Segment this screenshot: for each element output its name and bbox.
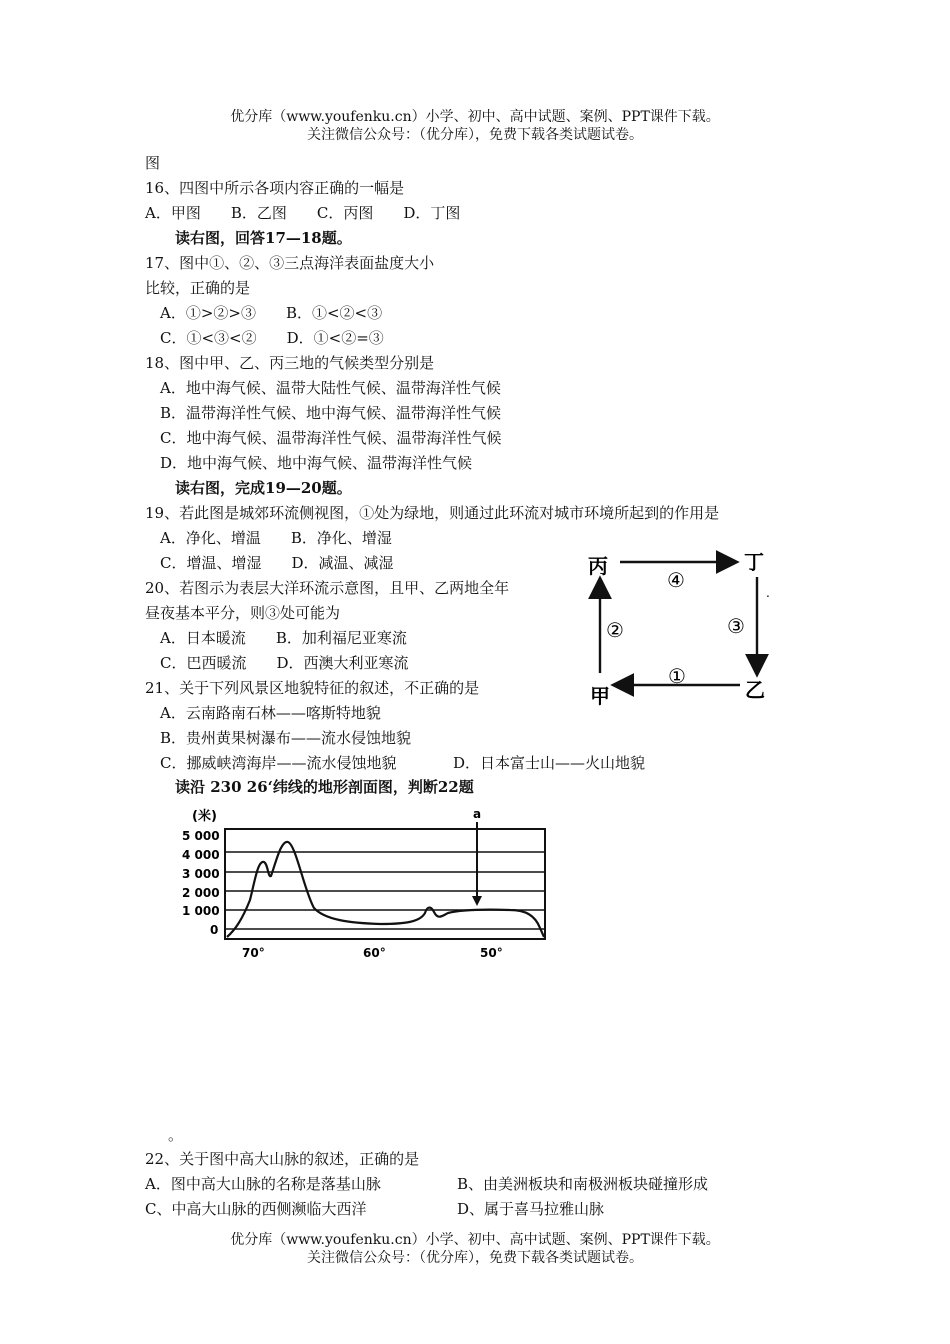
question-21-option-b: B．贵州黄果树瀑布——流水侵蚀地貌: [160, 729, 412, 747]
text-tu: 图: [145, 154, 161, 172]
label-ding: 丁: [744, 550, 764, 574]
instruction-17-18: 读右图，回答17—18题。: [175, 229, 352, 247]
terrain-profile-chart: [180, 800, 555, 965]
question-20-options-cd: C．巴西暖流 D．西澳大利亚寒流: [160, 654, 409, 672]
label-jia: 甲: [590, 684, 610, 708]
terrain-line: [227, 842, 544, 937]
instruction-19-20: 读右图，完成19—20题。: [175, 479, 352, 497]
y-tick-3000: 3 000: [182, 867, 220, 881]
y-tick-0: 0: [210, 923, 219, 937]
question-18-option-c: C．地中海气候、温带海洋性气候、温带海洋性气候: [160, 429, 502, 447]
circulation-diagram: [580, 545, 780, 715]
label-4: ④: [667, 568, 685, 592]
x-tick-70: 70°: [242, 946, 265, 960]
question-21-option-d: D．日本富士山——火山地貌: [453, 754, 646, 772]
footer-line-1: 优分库（www.youfenku.cn）小学、初中、高中试题、案例、PPT课件下载。: [230, 1232, 720, 1248]
question-16: 16、四图中所示各项内容正确的一幅是: [145, 179, 405, 197]
y-tick-2000: 2 000: [182, 886, 220, 900]
question-17-line-1: 17、图中①、②、③三点海洋表面盐度大小: [145, 254, 435, 272]
label-1: ①: [668, 664, 686, 688]
question-18-option-d: D．地中海气候、地中海气候、温带海洋性气候: [160, 454, 473, 472]
question-17-line-2: 比较，正确的是: [145, 279, 251, 297]
y-tick-1000: 1 000: [182, 904, 220, 918]
label-bing: 丙: [588, 554, 608, 578]
instruction-22: 读沿 230 26‘纬线的地形剖面图，判断22题: [175, 778, 474, 796]
question-17-options-cd: C．①<③<② D．①<②=③: [160, 329, 384, 347]
question-22-option-a: A．图中高大山脉的名称是落基山脉: [145, 1175, 381, 1193]
label-3: ③: [727, 614, 745, 638]
question-17-options-ab: A．①>②>③ B．①<②<③: [160, 304, 383, 322]
question-16-options: A．甲图 B．乙图 C．丙图 D．丁图: [145, 204, 461, 222]
question-18-option-b: B．温带海洋性气候、地中海气候、温带海洋性气候: [160, 404, 502, 422]
x-tick-60: 60°: [363, 946, 386, 960]
question-20-options-ab: A．日本暖流 B．加利福尼亚寒流: [160, 629, 407, 647]
question-21: 21、关于下列风景区地貌特征的叙述，不正确的是: [145, 679, 480, 697]
label-2: ②: [606, 618, 624, 642]
y-unit: (米): [192, 809, 217, 824]
question-18-option-a: A．地中海气候、温带大陆性气候、温带海洋性气候: [160, 379, 501, 397]
question-19: 19、若此图是城郊环流侧视图，①处为绿地，则通过此环流对城市环境所起到的作用是: [145, 504, 720, 522]
marker-a: a: [473, 807, 482, 821]
question-19-options-ab: A．净化、增温 B．净化、增湿: [160, 529, 392, 547]
question-22-option-d: D、属于喜马拉雅山脉: [457, 1200, 605, 1218]
header-line-1: 优分库（www.youfenku.cn）小学、初中、高中试题、案例、PPT课件下载。: [230, 109, 720, 125]
question-20-line-2: 昼夜基本平分，则③处可能为: [145, 604, 341, 622]
header-line-2: 关注微信公众号：（优分库），免费下载各类试题试卷。: [307, 127, 643, 143]
x-tick-50: 50°: [480, 946, 503, 960]
question-19-options-cd: C．增温、增湿 D．减温、减湿: [160, 554, 394, 572]
question-21-option-a: A．云南路南石林——喀斯特地貌: [160, 704, 381, 722]
stray-period: 。: [168, 1126, 184, 1144]
svg-text:.: .: [766, 586, 770, 600]
question-22-option-b: B、由美洲板块和南极洲板块碰撞形成: [457, 1175, 709, 1193]
question-21-option-c: C．挪威峡湾海岸——流水侵蚀地貌: [160, 754, 397, 772]
question-20-line-1: 20、若图示为表层大洋环流示意图，且甲、乙两地全年: [145, 579, 510, 597]
y-tick-5000: 5 000: [182, 829, 220, 843]
question-22: 22、关于图中高大山脉的叙述，正确的是: [145, 1150, 420, 1168]
label-yi: 乙: [745, 678, 765, 702]
question-18: 18、图中甲、乙、丙三地的气候类型分别是: [145, 354, 435, 372]
y-tick-4000: 4 000: [182, 848, 220, 862]
footer-line-2: 关注微信公众号：（优分库），免费下载各类试题试卷。: [307, 1250, 643, 1266]
question-22-option-c: C、中高大山脉的西侧濒临大西洋: [145, 1200, 367, 1218]
